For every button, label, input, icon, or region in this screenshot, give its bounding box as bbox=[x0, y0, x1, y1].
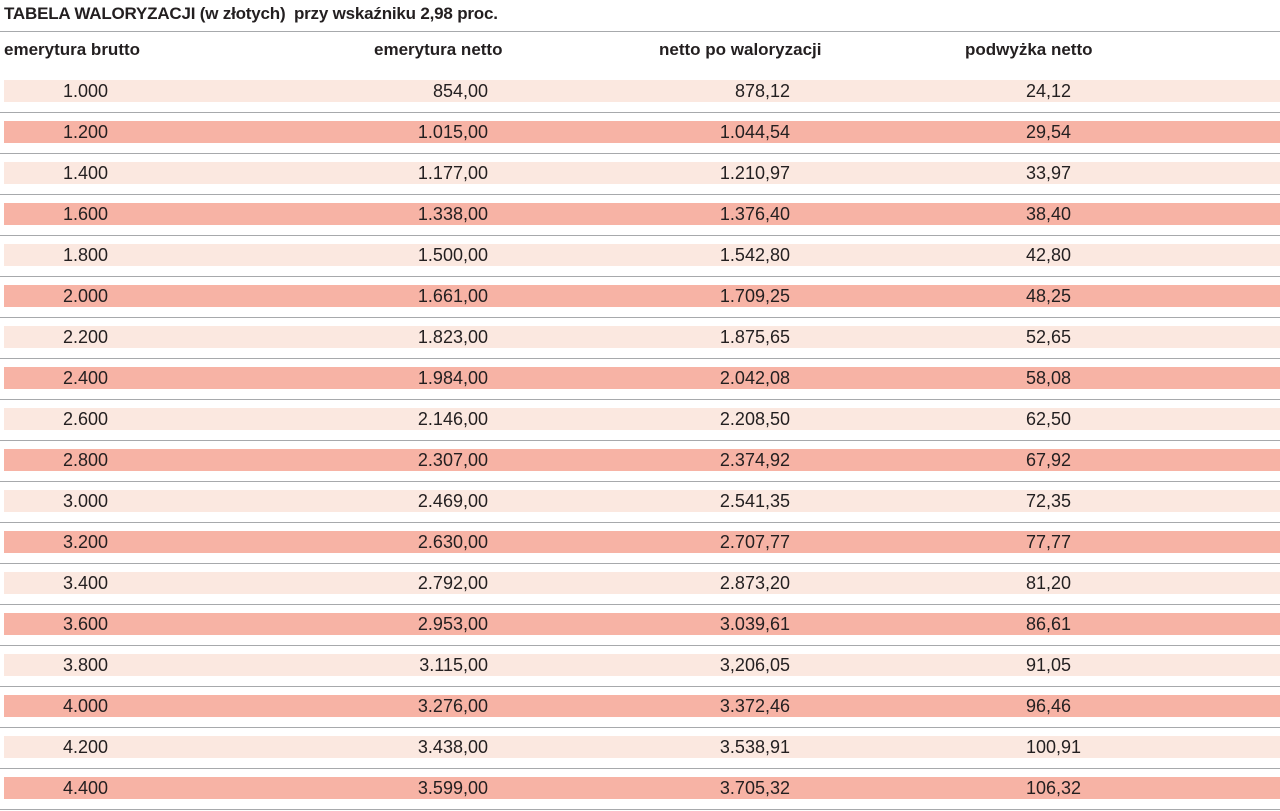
cell-net-after-indexation: 878,12 bbox=[734, 81, 790, 101]
cell-net-pension: 1.661,00 bbox=[417, 286, 488, 306]
cell-net-after-indexation: 1.044,54 bbox=[719, 122, 790, 142]
table-row bbox=[0, 236, 1280, 277]
cell-net-after-indexation: 2.208,50 bbox=[719, 409, 790, 429]
table-row bbox=[0, 441, 1280, 482]
cell-net-increase: 62,50 bbox=[1026, 409, 1072, 429]
table-row bbox=[0, 277, 1280, 318]
header-divider bbox=[0, 31, 1280, 32]
cell-net-pension: 2.953,00 bbox=[417, 614, 488, 634]
cell-net-pension: 2.307,00 bbox=[417, 450, 488, 470]
cell-gross-pension: 4.400 bbox=[63, 778, 109, 798]
cell-gross-pension: 2.200 bbox=[63, 327, 109, 347]
table-row bbox=[0, 359, 1280, 400]
table-row bbox=[0, 728, 1280, 769]
cell-net-after-indexation: 1.376,40 bbox=[719, 204, 790, 224]
table-row bbox=[0, 113, 1280, 154]
cell-net-increase: 52,65 bbox=[1026, 327, 1072, 347]
table-row bbox=[0, 769, 1280, 810]
cell-gross-pension: 4.000 bbox=[63, 696, 109, 716]
cell-net-after-indexation: 3.705,32 bbox=[719, 778, 790, 798]
cell-net-pension: 1.984,00 bbox=[417, 368, 488, 388]
cell-net-pension: 2.146,00 bbox=[417, 409, 488, 429]
cell-gross-pension: 3.800 bbox=[63, 655, 109, 675]
cell-gross-pension: 1.000 bbox=[63, 81, 109, 101]
cell-net-increase: 81,20 bbox=[1026, 573, 1072, 593]
cell-net-pension: 1.338,00 bbox=[417, 204, 488, 224]
cell-gross-pension: 2.600 bbox=[63, 409, 109, 429]
cell-net-after-indexation: 1.875,65 bbox=[719, 327, 790, 347]
table-row bbox=[0, 400, 1280, 441]
cell-net-pension: 3.438,00 bbox=[417, 737, 488, 757]
table-row bbox=[0, 195, 1280, 236]
table-row bbox=[0, 482, 1280, 523]
cell-net-increase: 96,46 bbox=[1026, 696, 1072, 716]
cell-net-increase: 29,54 bbox=[1026, 122, 1072, 142]
column-header-net-after-indexation: netto po waloryzacji bbox=[659, 40, 822, 59]
cell-net-pension: 2.792,00 bbox=[417, 573, 488, 593]
table-row bbox=[0, 523, 1280, 564]
cell-net-after-indexation: 3.039,61 bbox=[719, 614, 790, 634]
cell-gross-pension: 2.400 bbox=[63, 368, 109, 388]
row-divider bbox=[0, 809, 1280, 810]
cell-net-after-indexation: 3.538,91 bbox=[719, 737, 790, 757]
cell-gross-pension: 3.000 bbox=[63, 491, 109, 511]
column-header-net-increase: podwyżka netto bbox=[965, 40, 1093, 59]
indexation-table bbox=[0, 72, 1280, 810]
cell-net-increase: 67,92 bbox=[1026, 450, 1072, 470]
cell-net-after-indexation: 1.542,80 bbox=[719, 245, 790, 265]
cell-net-after-indexation: 2.541,35 bbox=[719, 491, 790, 511]
table-row bbox=[0, 72, 1280, 113]
cell-net-increase: 106,32 bbox=[1026, 778, 1082, 798]
cell-net-after-indexation: 2.042,08 bbox=[719, 368, 790, 388]
cell-gross-pension: 1.200 bbox=[63, 122, 109, 142]
cell-net-increase: 38,40 bbox=[1026, 204, 1072, 224]
cell-gross-pension: 1.800 bbox=[63, 245, 109, 265]
cell-net-after-indexation: 1.210,97 bbox=[719, 163, 790, 183]
table-row bbox=[0, 687, 1280, 728]
cell-net-after-indexation: 3.372,46 bbox=[719, 696, 790, 716]
cell-gross-pension: 3.200 bbox=[63, 532, 109, 552]
cell-gross-pension: 1.600 bbox=[63, 204, 109, 224]
table-title-sub: przy wskaźniku 2,98 proc. bbox=[293, 4, 498, 23]
cell-gross-pension: 3.400 bbox=[63, 573, 109, 593]
cell-net-after-indexation: 2.873,20 bbox=[719, 573, 790, 593]
cell-net-pension: 2.630,00 bbox=[417, 532, 488, 552]
cell-gross-pension: 2.800 bbox=[63, 450, 109, 470]
cell-net-increase: 72,35 bbox=[1026, 491, 1072, 511]
table-row bbox=[0, 646, 1280, 687]
cell-net-increase: 42,80 bbox=[1026, 245, 1072, 265]
cell-net-pension: 1.015,00 bbox=[417, 122, 488, 142]
cell-net-after-indexation: 3,206,05 bbox=[719, 655, 790, 675]
cell-net-increase: 33,97 bbox=[1026, 163, 1072, 183]
column-header-net-pension: emerytura netto bbox=[374, 40, 503, 59]
table-row bbox=[0, 564, 1280, 605]
cell-net-pension: 2.469,00 bbox=[417, 491, 488, 511]
cell-net-increase: 91,05 bbox=[1026, 655, 1072, 675]
cell-net-increase: 77,77 bbox=[1026, 532, 1072, 552]
cell-net-pension: 854,00 bbox=[432, 81, 488, 101]
table-title bbox=[4, 4, 498, 28]
cell-gross-pension: 1.400 bbox=[63, 163, 109, 183]
table-row bbox=[0, 605, 1280, 646]
cell-net-pension: 1.823,00 bbox=[417, 327, 488, 347]
cell-net-increase: 58,08 bbox=[1026, 368, 1072, 388]
cell-gross-pension: 4.200 bbox=[63, 737, 109, 757]
cell-net-increase: 48,25 bbox=[1026, 286, 1072, 306]
cell-gross-pension: 2.000 bbox=[63, 286, 109, 306]
cell-net-pension: 3.599,00 bbox=[417, 778, 488, 798]
cell-net-after-indexation: 1.709,25 bbox=[719, 286, 790, 306]
cell-net-pension: 3.276,00 bbox=[417, 696, 488, 716]
cell-gross-pension: 3.600 bbox=[63, 614, 109, 634]
cell-net-increase: 24,12 bbox=[1026, 81, 1072, 101]
cell-net-increase: 86,61 bbox=[1026, 614, 1072, 634]
cell-net-after-indexation: 2.707,77 bbox=[719, 532, 790, 552]
cell-net-pension: 3.115,00 bbox=[419, 655, 488, 675]
column-header-gross-pension: emerytura brutto bbox=[4, 40, 141, 59]
table-row bbox=[0, 154, 1280, 195]
table-row bbox=[0, 318, 1280, 359]
table-title-main: TABELA WALORYZACJI (w złotych) bbox=[4, 4, 286, 23]
cell-net-increase: 100,91 bbox=[1026, 737, 1082, 757]
cell-net-pension: 1.177,00 bbox=[417, 163, 488, 183]
cell-net-after-indexation: 2.374,92 bbox=[719, 450, 790, 470]
cell-net-pension: 1.500,00 bbox=[417, 245, 488, 265]
